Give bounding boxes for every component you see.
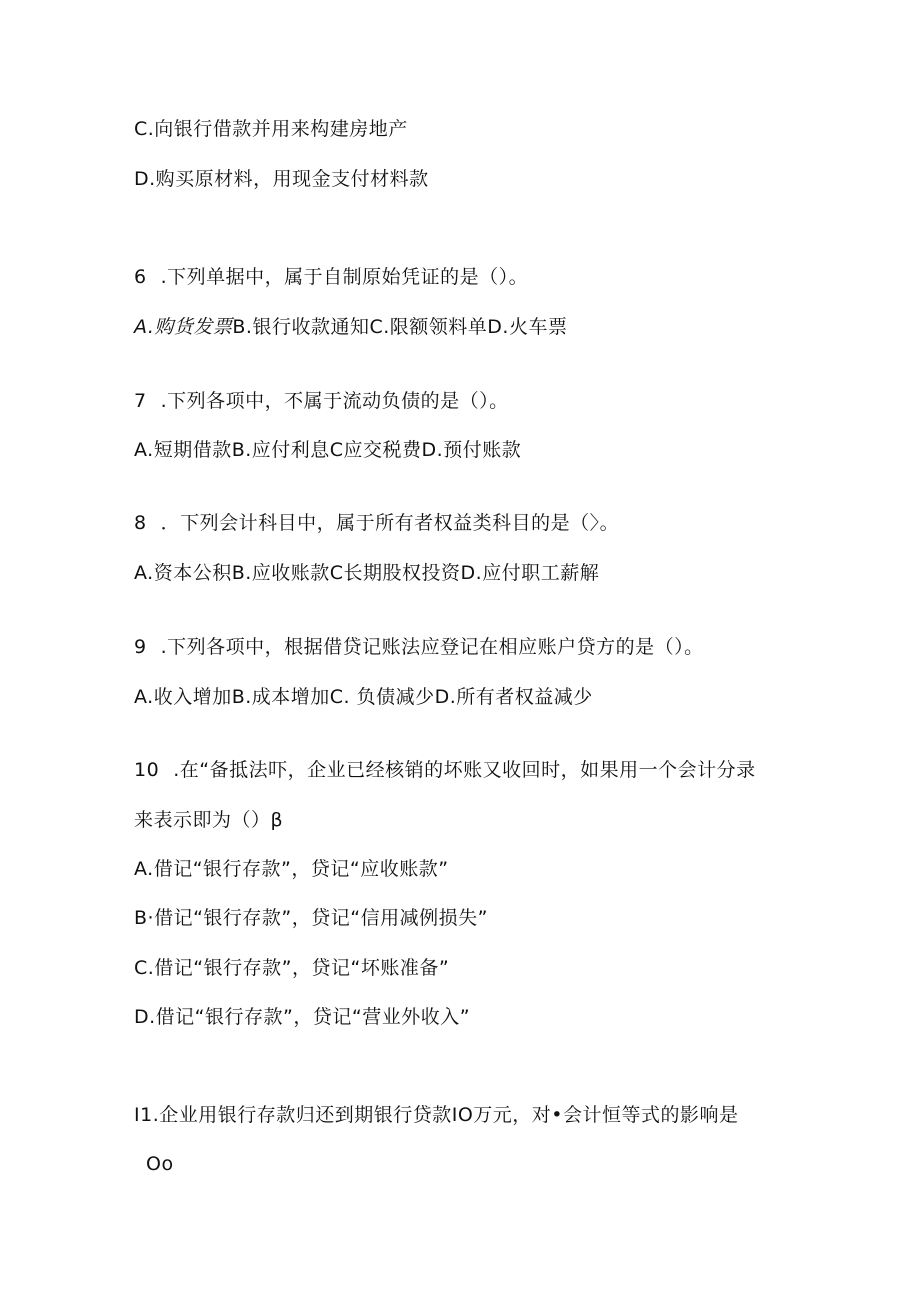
options-rest: B.银行收款通知C.限额领料单D.火车票 — [232, 316, 568, 338]
question-text: ．下列会计科目中，属于所有者权益类科目的是（〉。 — [160, 512, 620, 534]
question-6 — [134, 264, 528, 290]
options-q9: A.收入增加B.成本增加C. 负债减少D.所有者权益减少 — [134, 686, 593, 708]
question-text: .下列单据中，属于自制原始凭证的是（）。 — [160, 266, 529, 288]
question-7 — [134, 388, 509, 414]
question-11: I1.企业用银行存款归还到期银行贷款IO万元，对•会计恒等式的影响是 — [134, 1104, 739, 1126]
question-10 — [134, 757, 756, 783]
option-b-q10: B·借记“银行存款”，贷记“信用减例损失” — [134, 907, 488, 929]
options-q7: A.短期借款B.应付利息C应交税费D.预付账款 — [134, 439, 522, 461]
option-c-q5: C.向银行借款并用来构建房地产 — [134, 118, 408, 140]
question-number: 8 — [134, 512, 147, 534]
option-d-q10: D.借记“银行存款”，贷记“营业外收入” — [134, 1006, 471, 1028]
question-number: 10 — [134, 759, 160, 781]
question-9 — [134, 634, 704, 660]
question-number: 6 — [134, 266, 147, 288]
options-q6 — [134, 314, 567, 340]
question-text: .下列各项中，不属于流动负债的是（）。 — [160, 390, 509, 412]
question-number: 7 — [134, 390, 147, 412]
option-a: A.购货发票 — [134, 316, 233, 338]
question-number: 9 — [134, 636, 147, 658]
question-text: .下列各项中，根据借贷记账法应登记在相应账户贷方的是（）。 — [160, 636, 704, 658]
option-a-q10: A.借记“银行存款”，贷记“应收账款” — [134, 858, 449, 880]
options-q8: A.资本公积B.应收账款C长期股权投资D.应付职工薪解 — [134, 562, 600, 584]
option-d-q5: D.购买原材料，用现金支付材料款 — [134, 168, 429, 190]
question-10-continued: 来表示即为（）β — [134, 809, 284, 831]
option-c-q10: C.借记“银行存款”，贷记“坏账准备” — [134, 957, 450, 979]
question-11-continued: Oo — [146, 1153, 174, 1175]
question-text: .在“备抵法吓，企业已经核销的坏账又收回时，如果用一个会计分录 — [173, 759, 756, 781]
question-8 — [134, 510, 619, 536]
